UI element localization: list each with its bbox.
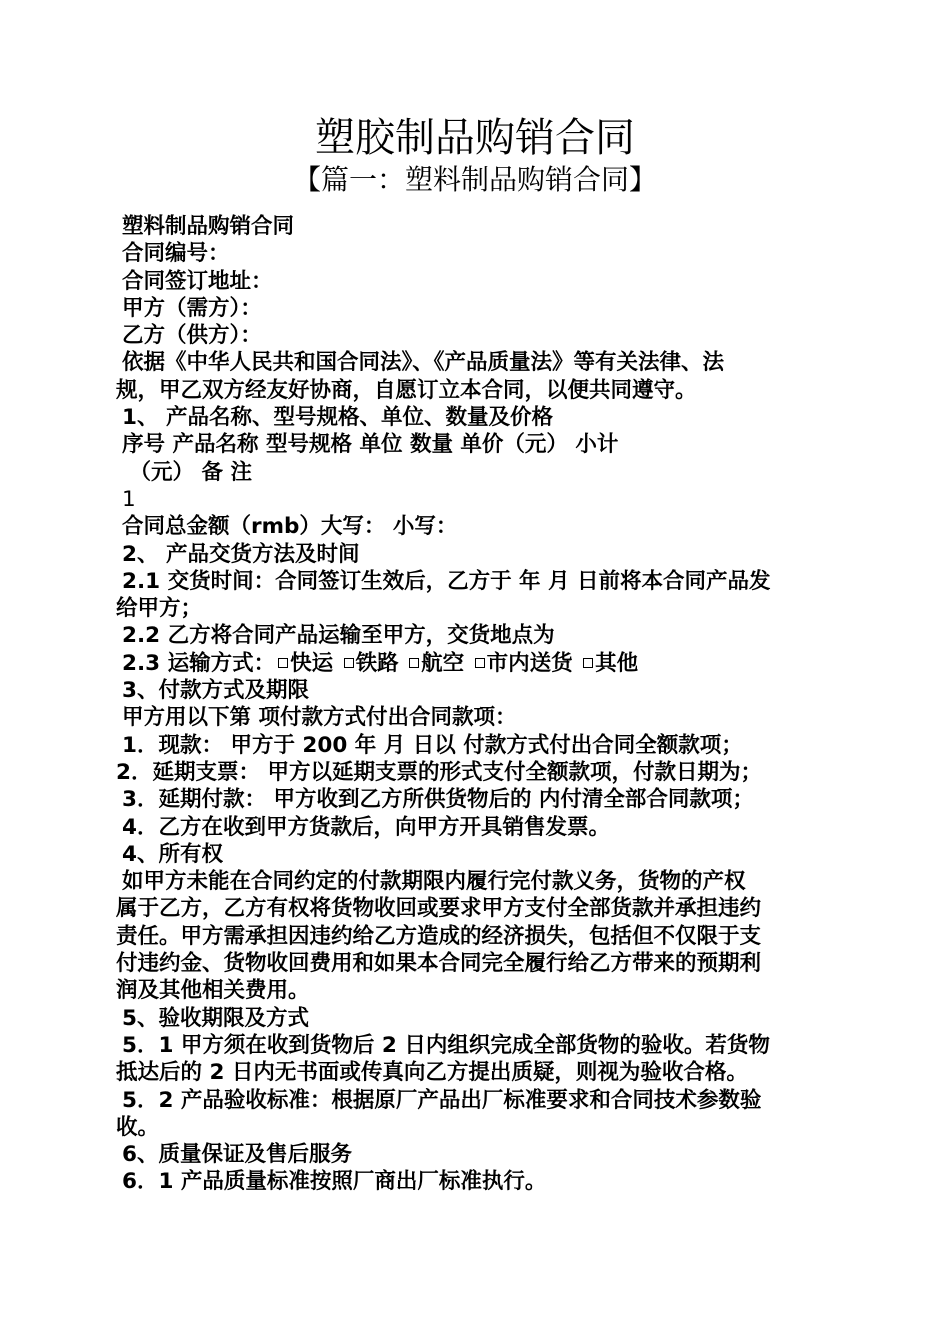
clause-line: 5．2 产品验收标准：根据原厂产品出厂标准要求和合同技术参数验 (122, 1087, 762, 1113)
clause-line: 抵达后的 2 日内无书面或传真向乙方提出质疑，则视为验收合格。 (116, 1060, 748, 1086)
total-amount-line: 合同总金额（rmb）大写： 小写： (122, 514, 458, 540)
clause-heading: 6、质量保证及售后服务 (122, 1142, 352, 1168)
clause-line: 甲方用以下第 项付款方式付出合同款项： (122, 705, 517, 731)
clause-line: 4．乙方在收到甲方货款后，向甲方开具销售发票。 (122, 814, 610, 840)
transport-option: 市内送货 (486, 650, 573, 676)
transport-option: 铁路 (355, 650, 399, 676)
contract-number-label: 合同编号： (122, 241, 230, 267)
table-row-number: 1 (122, 486, 136, 512)
checkbox-icon (475, 658, 485, 668)
party-a-label: 甲方（需方）： (122, 295, 262, 321)
clause-line: 收。 (116, 1114, 160, 1140)
paragraph-line: 润及其他相关费用。 (116, 978, 310, 1004)
paragraph-line: 规，甲乙双方经友好协商，自愿订立本合同，以便共同遵守。 (116, 377, 697, 403)
transport-method-label: 2.3 运输方式： (122, 650, 276, 676)
checkbox-icon (409, 658, 419, 668)
section-heading: 塑料制品购销合同 (122, 214, 295, 239)
clause-line: 2.2 乙方将合同产品运输至甲方，交货地点为 (122, 623, 555, 649)
clause-line: 1．现款： 甲方于 200 年 月 日以 付款方式付出合同全额款项； (122, 732, 743, 758)
transport-option: 航空 (421, 650, 465, 676)
clause-line: 6．1 产品质量标准按照厂商出厂标准执行。 (122, 1169, 547, 1195)
clause-heading: 1、 产品名称、型号规格、单位、数量及价格 (122, 405, 553, 431)
clause-heading: 2、 产品交货方法及时间 (122, 541, 360, 567)
checkbox-icon (583, 658, 593, 668)
document-subtitle: 【篇一：塑料制品购销合同】 (292, 163, 657, 196)
signing-address-label: 合同签订地址： (122, 268, 273, 294)
paragraph-line: 依据《中华人民共和国合同法》、《产品质量法》等有关法律、法 (122, 350, 725, 376)
transport-option: 其他 (595, 650, 639, 676)
document-title: 塑胶制品购销合同 (315, 115, 635, 161)
clause-heading: 4、所有权 (122, 841, 223, 867)
clause-line: 2．延期支票： 甲方以延期支票的形式支付全额款项，付款日期为； (116, 759, 762, 785)
paragraph-line: 如甲方未能在合同约定的付款期限内履行完付款义务，货物的产权 (122, 869, 746, 895)
clause-line: 3．延期付款： 甲方收到乙方所供货物后的 内付清全部合同款项； (122, 787, 754, 813)
clause-line: 2.1 交货时间：合同签订生效后，乙方于 年 月 日前将本合同产品发 (122, 568, 771, 594)
clause-heading: 3、付款方式及期限 (122, 678, 309, 704)
contract-body (116, 213, 840, 1196)
table-header-line: （元） 备 注 (122, 459, 252, 485)
clause-line: 5．1 甲方须在收到货物后 2 日内组织完成全部货物的验收。若货物 (122, 1032, 770, 1058)
table-header-line: 序号 产品名称 型号规格 单位 数量 单价（元） 小计 (122, 432, 619, 458)
clause-heading: 5、验收期限及方式 (122, 1005, 309, 1031)
checkbox-icon (278, 658, 288, 668)
paragraph-line: 付违约金、货物收回费用和如果本合同完全履行给乙方带来的预期利 (116, 951, 762, 977)
transport-option: 快运 (290, 650, 334, 676)
paragraph-line: 责任。甲方需承担因违约给乙方造成的经济损失，包括但不仅限于支 (116, 923, 762, 949)
party-b-label: 乙方（供方）： (122, 323, 262, 349)
clause-line: 给甲方； (116, 596, 203, 622)
transport-method-line (116, 650, 840, 677)
checkbox-icon (344, 658, 354, 668)
paragraph-line: 属于乙方，乙方有权将货物收回或要求甲方支付全部货款并承担违约 (116, 896, 762, 922)
